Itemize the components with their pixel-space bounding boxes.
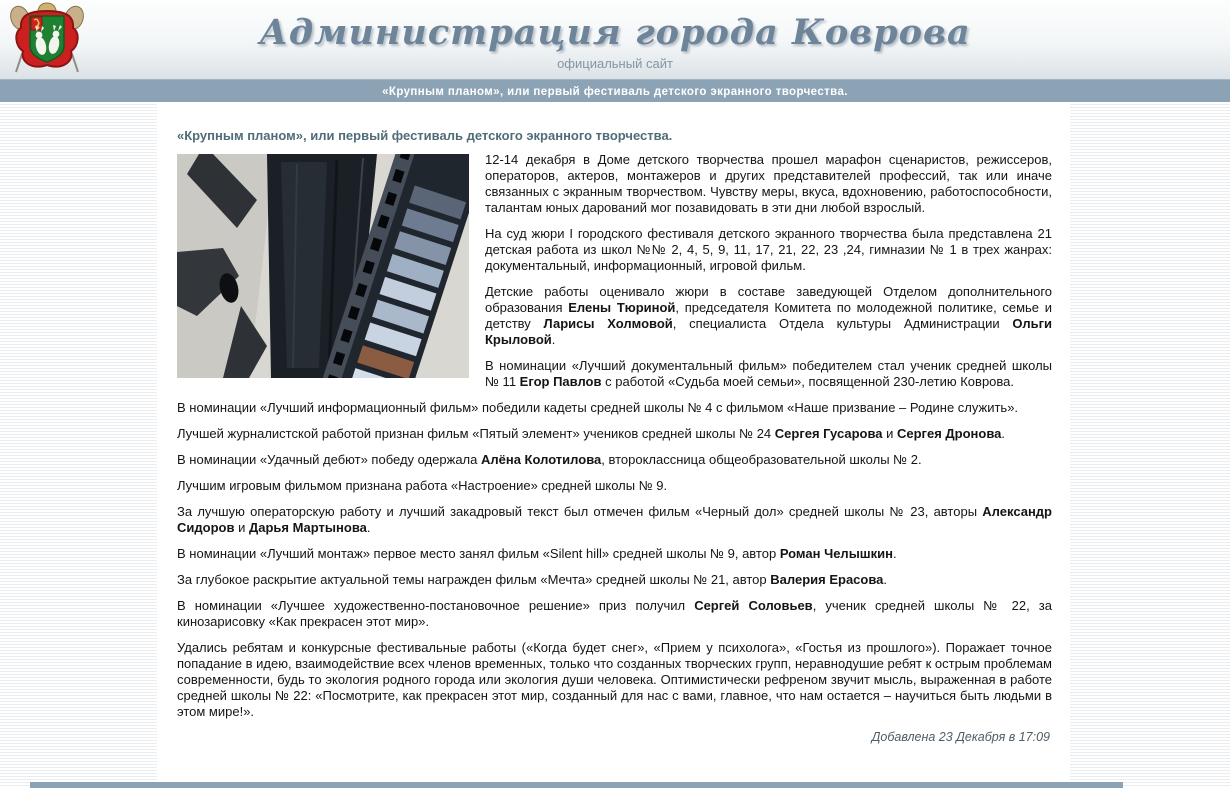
article-added-date: Добавлена 23 Декабря в 17:09 [871, 730, 1050, 744]
article-heading: «Крупным планом», или первый фестиваль детского экранного творчества. [177, 128, 673, 143]
article-paragraph: Удались ребятам и конкурсные фестивальные работы («Когда будет снег», «Прием у психолога», «Гостья из прошлого»). Поражает точное попадание в идею, взаимодействие всех членов временных, только что созданных творческих групп, неравнодушие ребят к острым проблемам современности, будь то экология родного города или экология души человека. Оптимистически рефреном звучит мысль, выраженная в работе средней школы № 22: «Посмотрите, как прекрасен этот мир, созданный для нас с вами, главное, что нам остается – научиться быть людьми в этом мире!». [177, 640, 1052, 719]
article-paragraph: В номинации «Лучший монтаж» первое место занял фильм «Silent hill» средней школы № 9, автор Роман Челышкин. [177, 546, 897, 561]
article-paragraph: Лучшим игровым фильмом признана работа «Настроение» средней школы № 9. [177, 478, 668, 493]
article-paragraph: За лучшую операторскую работу и лучший закадровый текст был отмечен фильм «Черный дол» средней школы № 23, авторы Александр Сидоров и Дарья Мартынова. [177, 504, 1052, 535]
film-reel-photo-image [177, 154, 469, 378]
article-paragraph: На суд жюри I городского фестиваля детского экранного творчества была представлена 21 детская работа из школ №№ 2, 4, 5, 9, 11, 17, 21, 22, 23 ,24, гимназии № 1 в трех жанрах: документальный, информационный, игровой фильм. [485, 226, 1052, 273]
article-paragraph: В номинации «Удачный дебют» победу одержала Алёна Колотилова, второклассница общеобразовательной школы № 2. [177, 452, 922, 467]
article-paragraph: За глубокое раскрытие актуальной темы награжден фильм «Мечта» средней школы № 21, автор Валерия Ерасова. [177, 572, 888, 587]
article-paragraph: В номинации «Лучшее художественно-постановочное решение» приз получил Сергей Соловьев, ученик средней школы № 22, за кинозарисовку «Как прекрасен этот мир». [177, 598, 1052, 629]
article-paragraph: В номинации «Лучший документальный фильм» победителем стал ученик средней школы № 11 Егор Павлов с работой «Судьба моей семьи», посвященной 230-летию Коврова. [485, 358, 1052, 389]
film-reel-photo [177, 154, 469, 378]
site-subtitle: официальный сайт [557, 56, 673, 71]
news-article [157, 102, 1070, 744]
page-title-bar [0, 79, 1230, 102]
site-title: Администрация города Коврова [259, 12, 971, 53]
kovrov-crest-icon [8, 2, 86, 76]
article-paragraph: Лучшей журналистской работой признан фильм «Пятый элемент» учеников средней школы № 24 Сергея Гусарова и Сергея Дронова. [177, 426, 1006, 441]
article-paragraph: 12-14 декабря в Доме детского творчества прошел марафон сценаристов, режиссеров, операторов, актеров, монтажеров и других представителей профессий, так или иначе связанных с экранным творчеством. Чувству меры, вкуса, вдохновению, работоспособности, талантам юных дарований мог позавидовать в эти дни любой взрослый. [485, 152, 1052, 215]
site-header [0, 0, 1230, 79]
article-paragraph: В номинации «Лучший информационный фильм» победили кадеты средней школы № 4 с фильмом «Наше призвание – Родине служить». [177, 400, 1019, 415]
article-paragraph: Детские работы оценивало жюри в составе заведующей Отделом дополнительного образования Елены Тюриной, председателя Комитета по молодежной политике, семье и детству Ларисы Холмовой, специалиста Отдела культуры Администрации Ольги Крыловой. [485, 284, 1052, 347]
page-title-bar-text: «Крупным планом», или первый фестиваль детского экранного творчества. [382, 86, 848, 98]
content-panel [157, 102, 1070, 788]
coat-of-arms-logo[interactable] [8, 2, 86, 76]
bottom-section-bar [30, 782, 1123, 788]
